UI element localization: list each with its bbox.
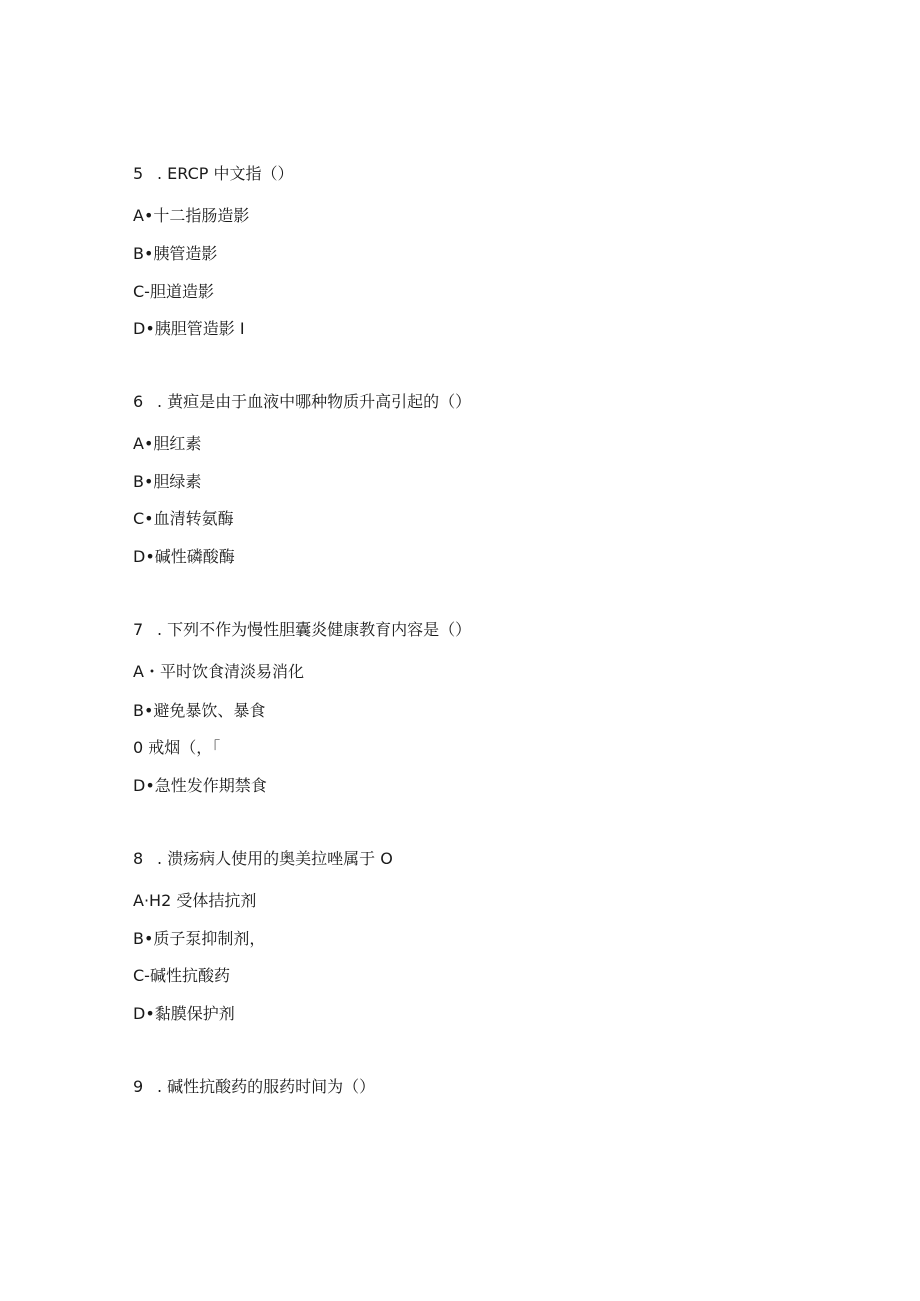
option-d: D•碱性磷酸酶	[133, 547, 235, 566]
question-number: 7	[133, 620, 144, 639]
question-text: . 溃疡病人使用的奥美拉唑属于 O	[157, 849, 393, 868]
question-6	[133, 392, 471, 412]
question-number: 5	[133, 164, 144, 183]
option-a: A•胆红素	[133, 434, 202, 453]
option-b: B•避免暴饮、暴食	[133, 701, 266, 720]
question-text: . 碱性抗酸药的服药时间为（）	[157, 1077, 376, 1096]
option-c: C•血清转氨酶	[133, 509, 234, 528]
option-b: B•胆绿素	[133, 472, 202, 491]
option-a: A·H2 受体拮抗剂	[133, 891, 257, 910]
option-b: B•质子泵抑制剂，	[133, 929, 266, 948]
option-d: D•急性发作期禁食	[133, 776, 267, 795]
question-text: . 黄疸是由于血液中哪种物质升高引起的（）	[157, 392, 472, 411]
option-a: A・平时饮食清淡易消化	[133, 662, 304, 681]
option-c: C-胆道造影	[133, 282, 214, 301]
question-text: . ERCP 中文指（）	[157, 164, 294, 183]
option-a: A•十二指肠造影	[133, 206, 250, 225]
question-7	[133, 620, 471, 640]
question-8	[133, 849, 393, 869]
question-5	[133, 164, 294, 184]
question-number: 6	[133, 392, 144, 411]
option-d: D•胰胆管造影 I	[133, 319, 245, 338]
option-b: B•胰管造影	[133, 244, 218, 263]
option-c: C-碱性抗酸药	[133, 966, 230, 985]
question-number: 8	[133, 849, 144, 868]
question-9	[133, 1077, 375, 1097]
question-text: . 下列不作为慢性胆囊炎健康教育内容是（）	[157, 620, 472, 639]
question-number: 9	[133, 1077, 144, 1096]
option-d: D•黏膜保护剂	[133, 1004, 235, 1023]
option-c: 0 戒烟（，「	[133, 738, 221, 757]
